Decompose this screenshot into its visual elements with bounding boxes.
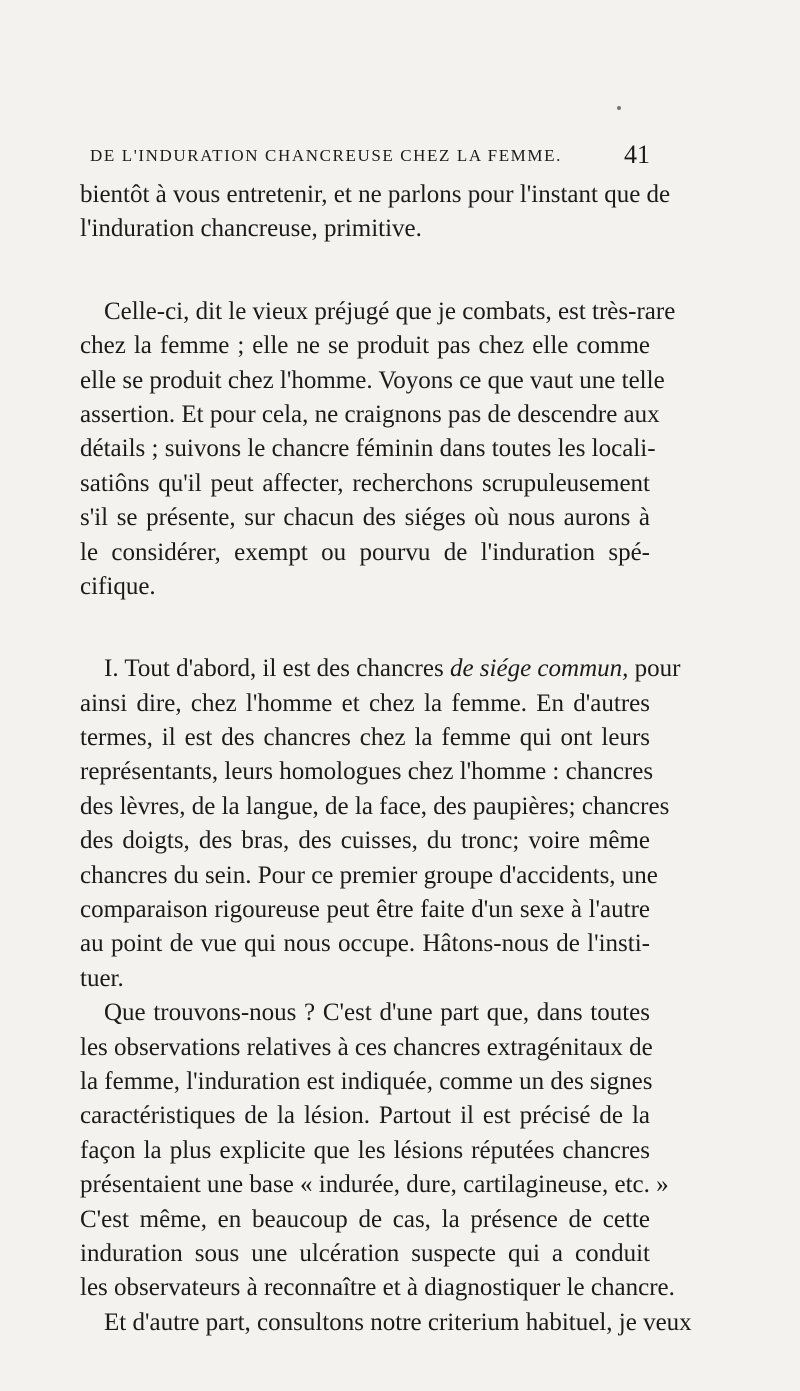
paragraph bbox=[80, 295, 676, 605]
running-title: DE L'INDURATION CHANCREUSE CHEZ LA FEMME. bbox=[90, 146, 562, 165]
text-line: satiôns qu'il peut affecter, recherchons scrupuleusement bbox=[80, 469, 650, 497]
text-line bbox=[80, 652, 681, 686]
text-line: s'il se présente, sur chacun des siéges où nous aurons à bbox=[80, 504, 650, 532]
body-text bbox=[80, 178, 692, 1340]
text-line: l'induration chancreuse, primitive. bbox=[80, 215, 422, 243]
text-line: chancres du sein. Pour ce premier groupe d'accidents, une bbox=[80, 861, 658, 889]
text-line: au point de vue qui nous occupe. Hâtons-nous de l'insti- bbox=[80, 930, 650, 958]
text-line: représentants, leurs homologues chez l'homme : chancres bbox=[80, 758, 654, 786]
running-head bbox=[90, 142, 650, 172]
text-line: des doigts, des bras, des cuisses, du tronc; voire même bbox=[80, 827, 650, 855]
text-line: la femme, l'induration est indiquée, comme un des signes bbox=[80, 1067, 653, 1095]
page-number: 41 bbox=[624, 140, 650, 169]
text-line: assertion. Et pour cela, ne craignons pas de descendre aux bbox=[80, 400, 660, 428]
text-line: Que trouvons-nous ? C'est d'une part que, dans toutes bbox=[104, 999, 650, 1027]
text-line: induration sous une ulcération suspecte qui a conduit bbox=[80, 1239, 650, 1267]
ink-speck bbox=[617, 106, 621, 110]
text-line: cifique. bbox=[80, 572, 156, 600]
text-line: les observations relatives à ces chancres extragénitaux de bbox=[80, 1033, 653, 1061]
text-line: termes, il est des chancres chez la femme qui ont leurs bbox=[80, 724, 650, 752]
text-line: présentaient une base « indurée, dure, cartilagineuse, etc. » bbox=[80, 1171, 669, 1199]
text-line: bientôt à vous entretenir, et ne parlons pour l'instant que de bbox=[80, 181, 671, 208]
paragraph bbox=[80, 652, 681, 996]
text-line: tuer. bbox=[80, 964, 124, 992]
paragraph bbox=[80, 996, 692, 1340]
text-line: le considérer, exempt ou pourvu de l'induration spé- bbox=[80, 538, 650, 566]
text-line: des lèvres, de la langue, de la face, des paupières; chancres bbox=[80, 792, 670, 820]
text-line: chez la femme ; elle ne se produit pas chez elle comme bbox=[80, 332, 650, 360]
text-line: Et d'autre part, consultons notre criterium habituel, je veux bbox=[104, 1308, 692, 1336]
text-line: façon la plus explicite que les lésions réputées chancres bbox=[80, 1136, 650, 1164]
text-line: caractéristiques de la lésion. Partout il est précisé de la bbox=[80, 1102, 650, 1130]
text-run: I. Tout d'abord, il est des chancres bbox=[104, 655, 450, 683]
paragraph bbox=[80, 178, 671, 247]
text-line: comparaison rigoureuse peut être faite d'un sexe à l'autre bbox=[80, 896, 650, 924]
text-line: elle se produit chez l'homme. Voyons ce que vaut une telle bbox=[80, 366, 665, 394]
text-line: C'est même, en beaucoup de cas, la présence de cette bbox=[80, 1205, 650, 1233]
text-run: pour bbox=[628, 655, 681, 683]
italic-term: de siége commun, bbox=[449, 655, 629, 683]
text-line: détails ; suivons le chancre féminin dans toutes les locali- bbox=[80, 435, 656, 463]
text-line: ainsi dire, chez l'homme et chez la femme. En d'autres bbox=[80, 689, 650, 717]
text-line: les observateurs à reconnaître et à diagnostiquer le chancre. bbox=[80, 1274, 675, 1302]
text-line: Celle-ci, dit le vieux préjugé que je combats, est très-rare bbox=[104, 297, 676, 325]
